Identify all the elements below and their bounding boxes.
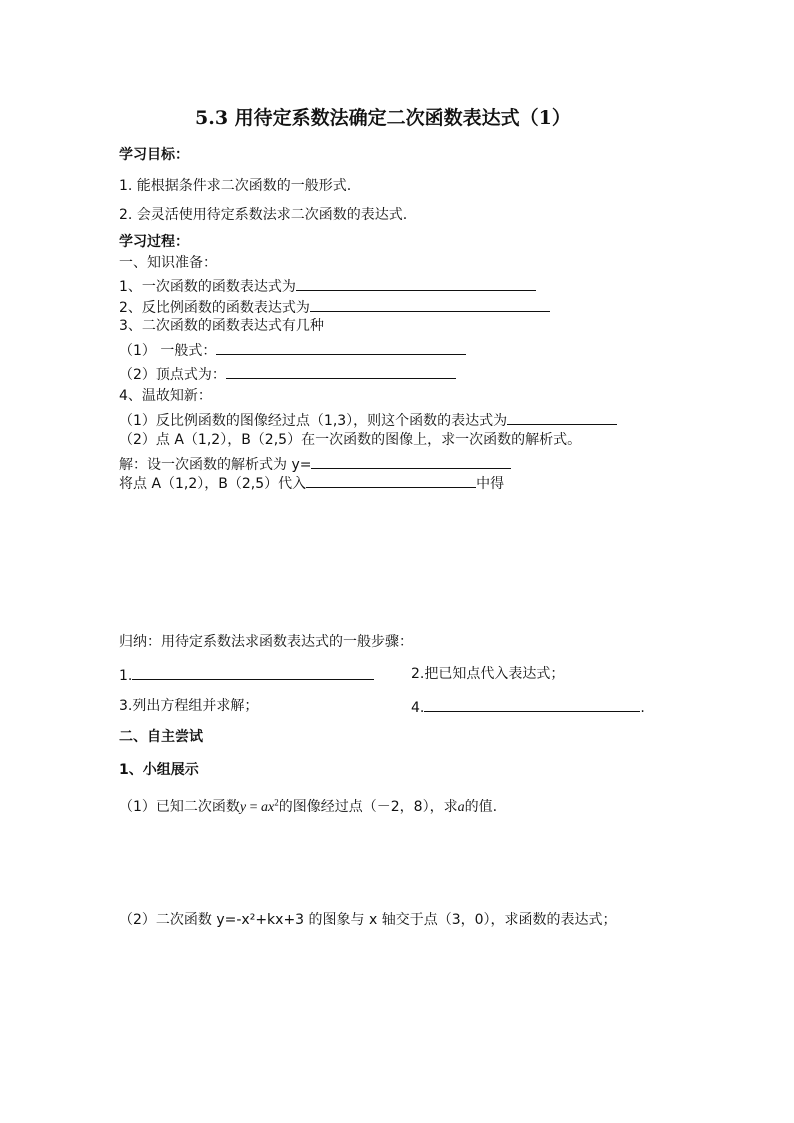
question-inverse-text: 2、反比例函数的函数表达式为	[119, 300, 310, 316]
summary-step-4-end: .	[640, 700, 645, 716]
problem-1-ax: ax	[261, 800, 275, 815]
answer-blank-linear-expr[interactable]	[311, 454, 511, 469]
answer-blank-vertex-form[interactable]	[226, 364, 456, 379]
problem-1-end: 的值.	[464, 799, 498, 815]
vertex-form-text: （2）顶点式为：	[119, 367, 226, 383]
review-question-1-text: （1）反比例函数的图像经过点（1,3），则这个函数的表达式为	[119, 413, 508, 429]
summary-step-2: 2.把已知点代入表达式；	[411, 666, 565, 682]
solution-line-2-post: 中得	[476, 476, 505, 492]
summary-step-1-num: 1.	[119, 668, 133, 684]
summary-step-4-num: 4.	[411, 700, 425, 716]
summary-heading: 归纳：用待定系数法求函数表达式的一般步骤：	[119, 634, 413, 650]
answer-blank-inverse[interactable]	[310, 297, 550, 312]
page-title: 5.3 用待定系数法确定二次函数表达式（1）	[195, 107, 571, 129]
prep-heading: 一、知识准备：	[119, 255, 217, 271]
question-vertex-form	[119, 364, 456, 384]
problem-1-exponent: 2	[274, 797, 279, 808]
summary-step-1	[119, 665, 374, 685]
problem-1-a: a	[457, 800, 465, 815]
answer-blank-substitute[interactable]	[306, 473, 476, 488]
process-heading: 学习过程：	[119, 234, 189, 250]
answer-blank-step-1[interactable]	[132, 665, 374, 680]
question-inverse	[119, 297, 550, 317]
summary-step-4	[411, 697, 645, 717]
question-linear	[119, 276, 536, 296]
question-quadratic-forms: 3、二次函数的函数表达式有几种	[119, 318, 324, 334]
review-question-2: （2）点 A（1,2），B（2,5）在一次函数的图像上，求一次函数的解析式。	[119, 432, 582, 448]
review-question-1	[119, 410, 617, 430]
goal-item-2: 2. 会灵活使用待定系数法求二次函数的表达式.	[119, 207, 408, 223]
goal-item-1: 1. 能根据条件求二次函数的一般形式.	[119, 178, 352, 194]
problem-1-pre: （1）已知二次函数	[119, 799, 240, 815]
answer-blank-review-1[interactable]	[507, 410, 617, 425]
problem-1	[119, 798, 497, 817]
solution-line-2-pre: 将点 A（1,2），B（2,5）代入	[119, 476, 307, 492]
general-form-text: （1） 一般式：	[119, 343, 217, 359]
problem-1-eq: =	[246, 800, 262, 815]
section2-subheading: 1、小组展示	[119, 762, 199, 778]
review-heading: 4、温故知新：	[119, 388, 212, 404]
goals-heading: 学习目标：	[119, 147, 189, 163]
question-linear-text: 1、一次函数的函数表达式为	[119, 279, 296, 295]
answer-blank-step-4[interactable]	[424, 697, 640, 712]
problem-1-mid: 的图像经过点（－2，8），求	[278, 799, 458, 815]
problem-2: （2）二次函数 y=-x²+kx+3 的图象与 x 轴交于点（3，0），求函数的表达式；	[119, 912, 617, 928]
section2-heading: 二、自主尝试	[119, 729, 203, 745]
answer-blank-general-form[interactable]	[216, 340, 466, 355]
solution-line-1-text: 解：设一次函数的解析式为 y=	[119, 457, 312, 473]
question-general-form	[119, 340, 466, 360]
solution-line-1	[119, 454, 511, 474]
solution-line-2	[119, 473, 504, 493]
answer-blank-linear[interactable]	[296, 276, 536, 291]
summary-step-3: 3.列出方程组并求解；	[119, 698, 259, 714]
problem-1-y: y	[239, 800, 247, 815]
